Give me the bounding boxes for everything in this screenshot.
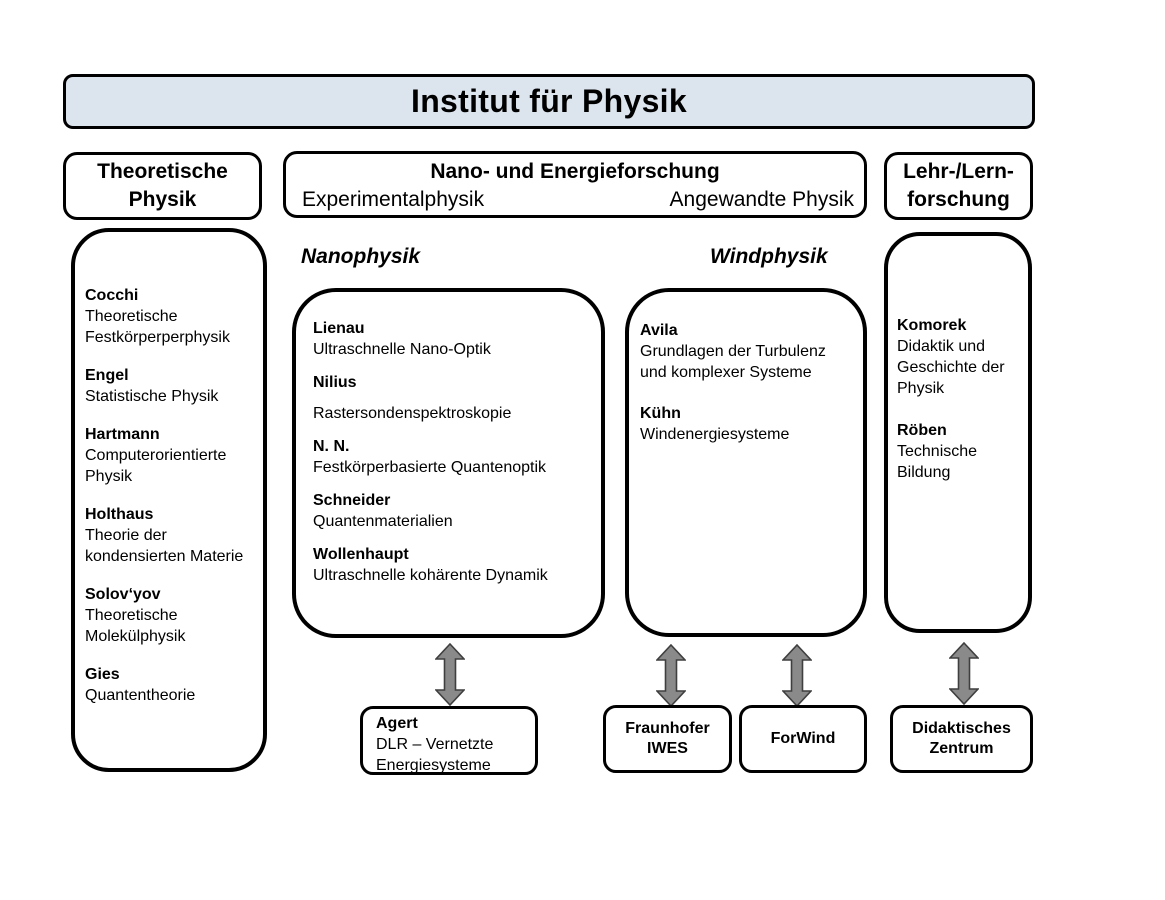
person-name: Gies bbox=[85, 666, 120, 683]
group-box-theoretische-physik bbox=[71, 228, 267, 772]
section-label-windphysik: Windphysik bbox=[710, 245, 828, 268]
person-name: Nilius bbox=[313, 374, 357, 391]
person-name: Komorek bbox=[897, 317, 967, 334]
partner-institution-label: Fraunhofer IWES bbox=[625, 720, 710, 757]
person-field: Didaktik und Geschichte der Physik bbox=[897, 338, 1005, 397]
institute-title-box bbox=[63, 74, 1035, 129]
group-entry bbox=[313, 544, 589, 586]
person-name: Röben bbox=[897, 422, 947, 439]
header-angewandte-physik-label: Angewandte Physik bbox=[669, 188, 854, 211]
section-label-nanophysik: Nanophysik bbox=[301, 245, 421, 268]
group-entry bbox=[640, 403, 855, 445]
partner-institution-label: ForWind bbox=[770, 730, 836, 747]
group-entry bbox=[313, 436, 589, 478]
person-field: Computerorientierte Physik bbox=[85, 447, 227, 485]
group-entry bbox=[85, 504, 257, 567]
group-entry bbox=[85, 584, 257, 647]
header-nano-und-energieforschung bbox=[283, 151, 867, 218]
person-name: Holthaus bbox=[85, 506, 154, 523]
person-field: Quantentheorie bbox=[85, 687, 196, 704]
group-box-windphysik bbox=[625, 288, 867, 637]
group-box-nanophysik bbox=[292, 288, 605, 638]
institute-title: Institut für Physik bbox=[411, 83, 687, 119]
person-field: Statistische Physik bbox=[85, 388, 219, 405]
person-field: Festkörperbasierte Quantenoptik bbox=[313, 459, 547, 476]
person-name: Avila bbox=[640, 322, 678, 339]
group-entry bbox=[313, 490, 589, 532]
person-field: Technische Bildung bbox=[897, 443, 978, 481]
group-entry bbox=[85, 664, 257, 706]
header-experimentalphysik-label: Experimentalphysik bbox=[302, 188, 485, 211]
person-name: N. N. bbox=[313, 438, 350, 455]
person-field: Theoretische Molekülphysik bbox=[85, 607, 186, 645]
group-entry bbox=[313, 318, 589, 360]
person-name: Lienau bbox=[313, 320, 365, 337]
person-field: Windenergiesysteme bbox=[640, 426, 790, 443]
double-arrow-icon bbox=[949, 642, 979, 705]
group-box-lehr-lern-forschung bbox=[884, 232, 1032, 633]
header-lehr-lern-forschung-label: Lehr-/Lern-forschung bbox=[903, 160, 1014, 211]
group-entry bbox=[85, 285, 257, 348]
partner-box-forwind bbox=[739, 705, 867, 773]
double-arrow-icon bbox=[656, 644, 686, 707]
partner-box-agert-dlr bbox=[360, 706, 538, 775]
group-entry bbox=[313, 372, 589, 424]
group-entry bbox=[897, 315, 1022, 399]
person-name: Solov‘yov bbox=[85, 586, 161, 603]
header-lehr-lern-forschung bbox=[884, 152, 1033, 220]
group-entry bbox=[640, 320, 855, 383]
group-entry bbox=[897, 420, 1022, 483]
person-name: Cocchi bbox=[85, 287, 139, 304]
person-name: Kühn bbox=[640, 405, 681, 422]
person-field: Ultraschnelle Nano-Optik bbox=[313, 341, 491, 358]
person-name: Wollenhaupt bbox=[313, 546, 409, 563]
person-field: Quantenmaterialien bbox=[313, 513, 453, 530]
person-name: Engel bbox=[85, 367, 129, 384]
person-name: Agert bbox=[376, 715, 418, 732]
person-field: Theorie der kondensierten Materie bbox=[85, 527, 244, 565]
group-entry bbox=[85, 365, 257, 407]
partner-institution-label: Didaktisches Zentrum bbox=[912, 720, 1011, 757]
person-name: Schneider bbox=[313, 492, 391, 509]
person-name: Hartmann bbox=[85, 426, 160, 443]
double-arrow-icon bbox=[782, 644, 812, 707]
double-arrow-icon bbox=[435, 643, 465, 706]
partner-institution-label: DLR – Vernetzte Energiesysteme bbox=[376, 736, 494, 774]
header-nano-energie-subrow bbox=[286, 186, 864, 214]
header-nano-energie-title: Nano- und Energieforschung bbox=[430, 160, 720, 183]
header-theoretische-physik bbox=[63, 152, 262, 220]
partner-box-didaktisches-zentrum bbox=[890, 705, 1033, 773]
person-field: Theoretische Festkörperperphysik bbox=[85, 308, 230, 346]
person-field: Rastersondenspektroskopie bbox=[313, 405, 512, 422]
person-field: Ultraschnelle kohärente Dynamik bbox=[313, 567, 548, 584]
person-field: Grundlagen der Turbulenz und komplexer Systeme bbox=[640, 343, 826, 381]
partner-box-fraunhofer-iwes bbox=[603, 705, 732, 773]
group-entry bbox=[85, 424, 257, 487]
header-theoretische-physik-label: Theoretische Physik bbox=[97, 160, 228, 211]
